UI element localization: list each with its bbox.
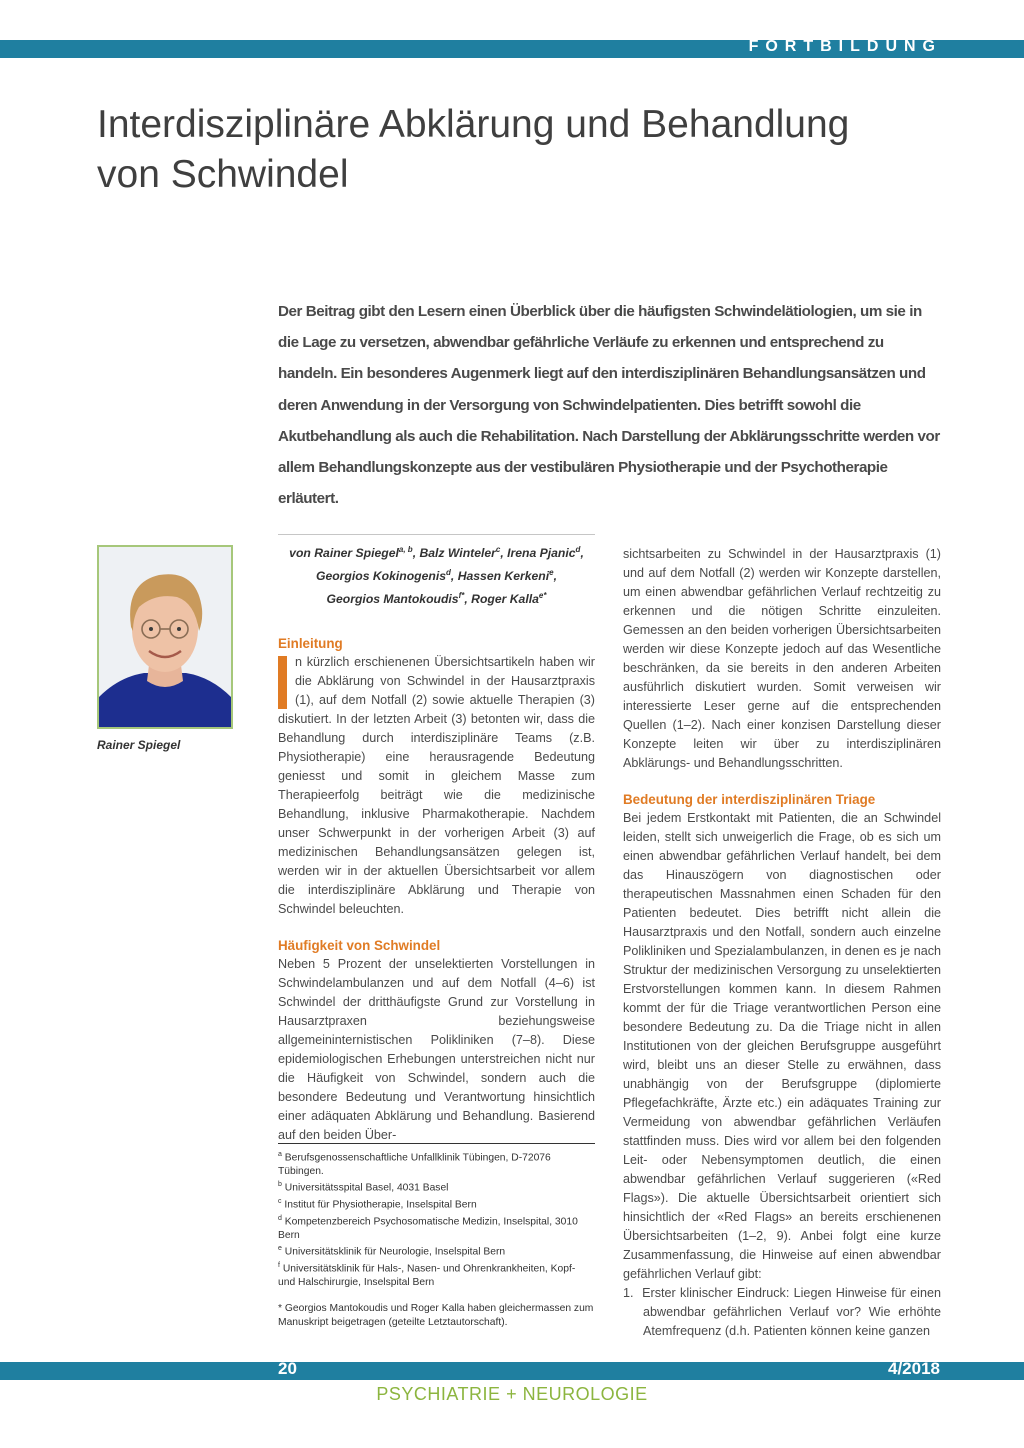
footnote-item: $^d$ Kompetenzbereich Psychosomatische Medizin, Inselspital, 3010 Bern	[278, 1214, 578, 1241]
title-line-1: Interdisziplinäre Abklärung und Behandlung	[97, 103, 850, 146]
list-item: 1. Erster klinischer Eindruck: Liegen Hinweise für einen abwendbar gefährlichen Verlauf vor? Wie erhöhte Atemfrequenz (d.h. Patienten können keine ganzen	[623, 1286, 941, 1338]
footnote-item: $^c$ Institut für Physiotherapie, Inselspital Bern	[278, 1198, 477, 1211]
abstract: Der Beitrag gibt den Lesern einen Überblick über die häufigsten Schwindelätiologien, um sie in die Lage zu versetzen, abwendbar gefährliche Verläufe zu erkennen und entsprechend zu handeln. Ein besonderes Augenmerk liegt auf den interdisziplinären Behandlungsansätzen und deren Anwendung in der Versorgung von Schwindelpatienten. Dies betrifft sowohl die Akutbehandlung als auch die Rehabilitation. Nach Darstellung der Abklärungsschritte werden vor allem Behandlungskonzepte aus der vestibulären Physiotherapie und der Psychotherapie erläutert.	[278, 303, 940, 508]
column-1-top-rule	[278, 534, 595, 535]
continuation-paragraph: sichtsarbeiten zu Schwindel in der Hausarztpraxis (1) und auf dem Notfall (2) werden wir Konzepte darstellen, um einen abwendbar gefährlichen Verlauf rechtzeitig zu erkennen und die nötigen Schritte einzuleiten. Gemessen an den beiden vorherigen Übersichtsarbeiten werden wir diese Konzepte jedoch auf das Wesentliche beschränken, da sie bereits in den anderen Arbeiten ausführlich diskutiert wurden. Somit verweisen wir interessierte Leser gerne auf die entsprechenden Quellen (1–2). Nach einer konzisen Darstellung dieser Konzepte leiten wir über zu interdisziplinären Abklärungs- und Behandlungsschritten.	[623, 547, 941, 770]
haeufigkeit-paragraph: Neben 5 Prozent der unselektierten Vorstellungen in Schwindelambulanzen und auf dem Notfall (4–6) ist Schwindel der dritthäufigste Grund zur Vorstellung in Hausarztpraxen beziehungsweise allgemeininternistischen Polikliniken (7–8). Diese epidemiologischen Erhebungen unterstreichen nicht nur die Häufigkeit von Schwindel, sondern auch die besondere Bedeutung und Verantwortung hinsichtlich einer adäquaten Abklärung und Behandlung. Basierend auf den beiden Über-	[278, 957, 595, 1143]
author-photo-illustration	[99, 547, 231, 727]
einleitung-text: n kürzlich erschienenen Übersichtsartikeln haben wir die Abklärung von Schwindel in der Hausarztpraxis (1), auf dem Notfall (2) sowie aktuelle Therapien (3) diskutiert. In der letzten Arbeit (3) betonten wir, dass die Behandlung durch interdisziplinäre Teams (z.B. Physiotherapie) eine herausragende Bedeutung geniesst und somit in gleichem Masse zum Therapieerfolg beiträgt wie die medizinische Behandlung, inklusive Pharmakotherapie. Nachdem unser Schwerpunkt in der vorherigen Arbeit (3) auf medizinischen Behandlungsansätzen gelegen ist, werden wir in der aktuellen Übersichtsarbeit vor allem die interdisziplinäre Abklärung und Therapie von Schwindel beleuchten.	[278, 655, 595, 917]
column-2	[623, 545, 941, 1341]
section-label: FORTBILDUNG	[748, 38, 942, 55]
einleitung-paragraph	[278, 653, 595, 919]
author-photo	[97, 545, 233, 729]
photo-caption: Rainer Spiegel	[97, 738, 181, 752]
footer-bar	[0, 1362, 1024, 1380]
footnote-item: $^a$ Berufsgenossenschaftliche Unfallklinik Tübingen, D-72076 Tübingen.	[278, 1151, 551, 1177]
section-heading-triage: Bedeutung der interdisziplinären Triage	[623, 792, 876, 807]
footnote-item: $^e$ Universitätsklinik für Neurologie, Inselspital Bern	[278, 1245, 506, 1258]
author-name: Georgios Mantokoudis	[326, 592, 459, 607]
shared-authorship-note: * Georgios Mantokoudis und Roger Kalla haben gleichermassen zum Manuskript beigetragen (geteilte Letztautorschaft).	[278, 1303, 594, 1328]
footnote-item: $^f$ Universitätsklinik für Hals-, Nasen- und Ohrenkrankheiten, Kopf- und Halschirurgie, Inselspital Bern	[278, 1261, 576, 1288]
author-name: Georgios Kokinogenis	[315, 569, 447, 584]
column-1	[278, 540, 595, 1145]
drop-cap: I	[278, 656, 287, 709]
journal-name: PSYCHIATRIE + NEUROLOGIE	[376, 1384, 648, 1404]
author-name: Roger Kalla	[471, 592, 539, 607]
article-title	[97, 100, 957, 200]
author-name: Balz Winteler	[419, 546, 496, 561]
author-list: von Rainer Spiegel$^{a, b}$, Balz Winteler$^c$, Irena Pjanic$^d$, Georgios Kokinogenis$^d$, Hassen Kerkeni$^e$, Georgios Mantokoudis$^{f*}$, Roger Kalla$^{e*}$	[289, 545, 584, 607]
section-heading-haeufigkeit: Häufigkeit von Schwindel	[278, 938, 441, 954]
triage-paragraph: Bei jedem Erstkontakt mit Patienten, die an Schwindel leiden, stellt sich unweigerlich die Frage, ob es sich um einen abwendbar gefährlichen Verlauf handelt, bei dem das Hinauszögern von diagnostischen oder therapeutischen Massnahmen einen Schaden für den Patienten bedeutet. Dies betrifft nicht allein die Hausarztpraxis und den Notfall, sondern auch einzelne Polikliniken und Spezialambulanzen, in denen es je nach Struktur der medizinischen Versorgung zu unselektierten Erstvorstellungen kommen kann. In diesem Rahmen kommt der für die Triage verantwortlichen Person eine besondere Bedeutung zu. Da die Triage nicht in allen Institutionen von der gleichen Berufsgruppe ausgeführt wird, bleibt uns an dieser Stelle zu erwähnen, dass unabhängig von der Berufsgruppe (diplomierte Pflegefachkräfte, Ärzte etc.) ein adäquates Training zur Vermeidung von abwendbar gefährlichen Verläufen stattfinden muss. Dies wird vor allem bei den folgenden Leit- oder Nebensymptomen deutlich, die einen abwendbar gefährlichen Verlauf suggerieren («Red Flags»). Die aktuelle Übersichtsarbeit orientiert sich hinsichtlich der «Red Flags» an bereits erschienenen Übersichtsarbeiten (1–2, 9). Anbei folgt eine kurze Zusammenfassung, die Hinweise auf einen abwendbar gefährlichen Verlauf gibt:	[623, 811, 941, 1281]
section-heading-einleitung: Einleitung	[278, 636, 343, 652]
author-name: Irena Pjanic	[507, 546, 576, 561]
author-name: Rainer Spiegel	[314, 546, 399, 561]
page-number: 20	[278, 1359, 297, 1378]
issue-number: 4/2018	[888, 1359, 940, 1378]
footnotes	[278, 1143, 595, 1329]
author-name: Hassen Kerkeni	[457, 569, 550, 584]
title-line-2: von Schwindel	[97, 153, 349, 196]
footnote-item: $^b$ Universitätsspital Basel, 4031 Basel	[278, 1181, 449, 1194]
